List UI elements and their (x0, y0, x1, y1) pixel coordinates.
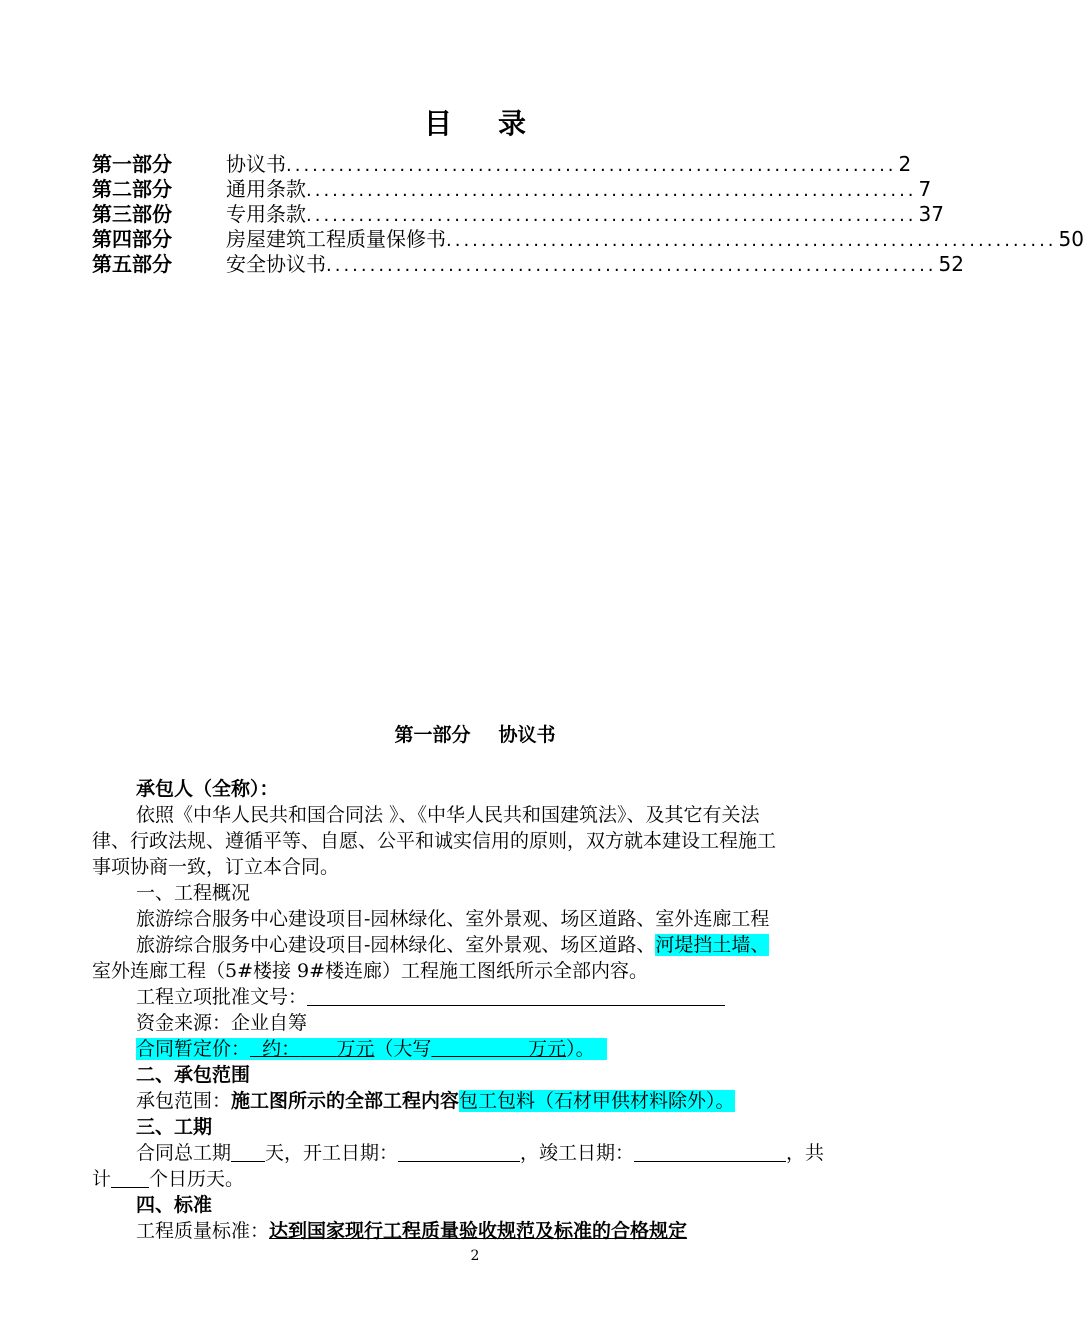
toc-part: 第五部分 (92, 252, 172, 276)
preamble-line: 依照《中华人民共和国合同法 》、《中华人民共和国建筑法》、及其它有关法 (136, 804, 760, 826)
toc-page-number: 7 (918, 177, 932, 201)
agreement-body (92, 776, 858, 1244)
toc-page-number: 50 (1058, 227, 1084, 251)
toc-name: 安全协议书 (226, 252, 326, 276)
toc-part: 第三部份 (92, 202, 172, 226)
price-label: 合同暂定价： (136, 1038, 251, 1060)
toc-leader-dots: ...................................................................... (306, 205, 917, 226)
funding-source: 资金来源：企业自筹 (136, 1012, 308, 1034)
toc-entry[interactable] (92, 173, 932, 201)
section-heading: 三、工期 (136, 1116, 213, 1138)
toc-part: 第四部分 (92, 227, 172, 251)
toc-part: 第二部分 (92, 177, 172, 201)
toc-leader-dots: ...................................................................... (446, 230, 1057, 251)
period-text: 合同总工期 (136, 1142, 232, 1164)
toc-title: 目录 (423, 107, 572, 140)
toc-leader-dots: ...................................................................... (306, 180, 917, 201)
period-text: ，竣工日期： (520, 1142, 635, 1164)
section-heading: 一、工程概况 (136, 882, 251, 904)
section-heading: 四、标准 (136, 1194, 213, 1216)
scope-bold: 施工图所示的全部工程内容 (231, 1090, 460, 1112)
toc-name: 通用条款 (226, 177, 306, 201)
toc-entry[interactable] (92, 223, 1084, 251)
quality-value[interactable]: 达到国家现行工程质量验收规范及标准的合格规定 (269, 1220, 688, 1242)
project-name: 旅游综合服务中心建设项目-园林绿化、室外景观、场区道路、室外连廊工程 (136, 908, 770, 930)
price-paren-open: （大写 (374, 1038, 432, 1060)
section-name: 协议书 (498, 724, 556, 746)
toc-name: 房屋建筑工程质量保修书 (226, 227, 446, 251)
start-date-blank[interactable] (398, 1141, 520, 1162)
toc-leader-dots: ...................................................................... (326, 255, 937, 276)
calendar-days-blank[interactable] (111, 1167, 149, 1188)
period-line (92, 1140, 858, 1166)
preamble-line: 事项协商一致，订立本合同。 (92, 856, 340, 878)
scope-text: 旅游综合服务中心建设项目-园林绿化、室外景观、场区道路、 (136, 934, 656, 956)
price-approx[interactable]: 约： 万元 (262, 1038, 375, 1060)
price-highlight (136, 1038, 607, 1060)
section-title (0, 720, 950, 747)
toc-name: 专用条款 (226, 202, 306, 226)
scope-highlight: 包工包料（石材甲供材料除外）。 (459, 1090, 735, 1112)
toc-page-number: 37 (918, 202, 944, 226)
approval-number-blank[interactable] (307, 985, 725, 1006)
toc-part: 第一部分 (92, 152, 172, 176)
price-paren-close: ）。 (566, 1038, 595, 1060)
contractor-label: 承包人（全称）： (136, 778, 279, 800)
toc-page-number: 52 (938, 252, 964, 276)
period-line-continued (92, 1166, 858, 1192)
page-number: 2 (470, 1248, 480, 1264)
toc-name: 协议书 (226, 152, 286, 176)
toc-page-number: 2 (898, 152, 912, 176)
approval-line (92, 984, 858, 1010)
quality-label: 工程质量标准： (136, 1220, 270, 1242)
section-heading: 二、承包范围 (136, 1064, 251, 1086)
price-uppercase-blank[interactable]: 万元 (528, 1038, 567, 1060)
toc-entry[interactable] (92, 248, 964, 276)
toc-entry[interactable] (92, 198, 944, 226)
table-of-contents (92, 148, 1084, 276)
finish-date-blank[interactable] (634, 1141, 786, 1162)
toc-entry[interactable] (92, 148, 912, 176)
period-text: 天，开工日期： (265, 1142, 399, 1164)
scope-text-line (92, 932, 858, 958)
scope-label: 承包范围： (136, 1090, 232, 1112)
approval-label: 工程立项批准文号： (136, 986, 308, 1008)
preamble-line: 律、行政法规、遵循平等、自愿、公平和诚实信用的原则，双方就本建设工程施工 (92, 830, 777, 852)
period-text: ，共 (786, 1142, 825, 1164)
section-part: 第一部分 (394, 724, 471, 746)
period-text: 个日历天。 (149, 1168, 245, 1190)
highlighted-text: 河堤挡土墙、 (655, 934, 770, 956)
total-days-blank[interactable] (231, 1141, 265, 1162)
period-text: 计 (92, 1168, 112, 1190)
quality-line (92, 1218, 858, 1244)
toc-leader-dots: ...................................................................... (286, 155, 897, 176)
price-line (92, 1036, 858, 1062)
scope-text-continued: 室外连廊工程（5#楼接 9#楼连廊）工程施工图纸所示全部内容。 (92, 960, 649, 982)
scope-line (92, 1088, 858, 1114)
